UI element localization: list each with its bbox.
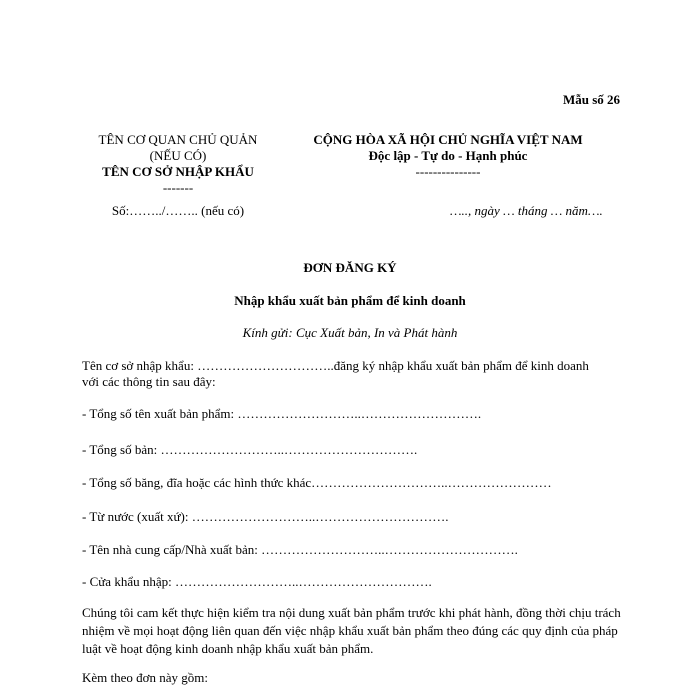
commitment-paragraph: Chúng tôi cam kết thực hiện kiểm tra nội dung xuất bản phẩm trước khi phát hành, đồng thời chịu trách nhiệm về mọi hoạt động liên quan đến việc nhập khẩu xuất bản phẩm theo đúng các quy định của pháp luật về hoạt động kinh doanh nhập khẩu xuất bản phẩm. (82, 605, 621, 656)
nation-title: CỘNG HÒA XÃ HỘI CHỦ NGHĨA VIỆT NAM (313, 132, 583, 147)
recipient-line: Kính gửi: Cục Xuất bản, In và Phát hành (242, 325, 458, 340)
agency-dashes: ------- (162, 180, 194, 195)
field-total-copies: - Tổng số bản: ………………………..…………………………. (82, 442, 418, 457)
agency-line-1: TÊN CƠ QUAN CHỦ QUẢN (98, 132, 258, 147)
intro-line-2: với các thông tin sau đây: (82, 374, 216, 389)
place-and-date: ….., ngày … tháng … năm…. (450, 203, 603, 218)
document-number: Số:……../…….. (nếu có) (111, 203, 245, 218)
importer-name-heading: TÊN CƠ SỞ NHẬP KHẨU (102, 164, 254, 179)
field-country-origin: - Từ nước (xuất xứ): ………………………..…………………………. (82, 509, 449, 524)
attachments-label: Kèm theo đơn này gồm: (82, 670, 209, 685)
document-subtitle: Nhập khẩu xuất bản phẩm để kinh doanh (234, 293, 466, 308)
field-supplier-publisher: - Tên nhà cung cấp/Nhà xuất bản: ………………………..…………………………. (82, 542, 518, 557)
document-title: ĐƠN ĐĂNG KÝ (303, 260, 397, 275)
field-tapes-discs: - Tổng số băng, đĩa hoặc các hình thức khác…………………………..…………………… (82, 475, 552, 490)
field-total-titles: - Tổng số tên xuất bản phẩm: ………………………..………………………. (82, 406, 482, 421)
intro-line-1: Tên cơ sở nhập khẩu: …………………………..đăng ký nhập khẩu xuất bản phẩm để kinh doanh (82, 358, 589, 373)
nation-motto: Độc lập - Tự do - Hạnh phúc (368, 148, 528, 163)
nation-dashes: --------------- (415, 164, 481, 179)
form-number: Mẫu số 26 (562, 92, 620, 107)
field-border-gate: - Cửa khẩu nhập: ………………………..…………………………. (82, 574, 432, 589)
agency-line-2: (NẾU CÓ) (149, 148, 207, 163)
